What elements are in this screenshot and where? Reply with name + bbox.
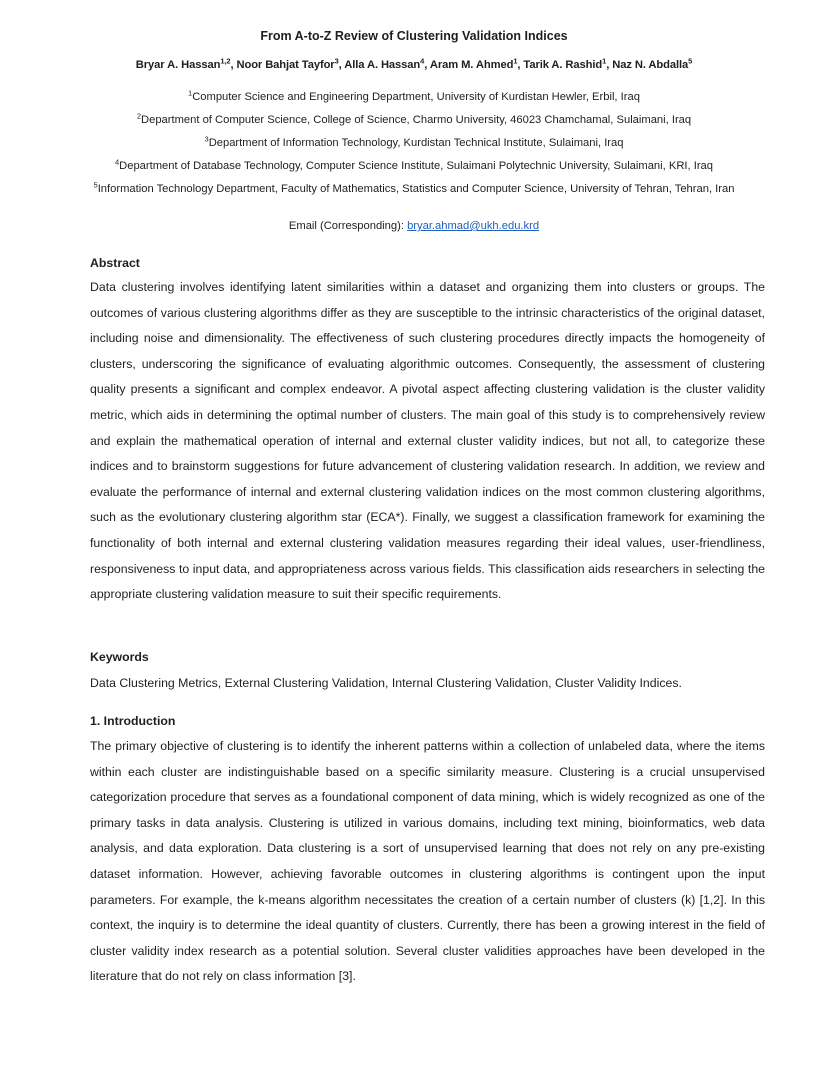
affiliation-mark: 5 bbox=[93, 180, 98, 190]
email-label: Email (Corresponding): bbox=[288, 220, 408, 232]
affiliation-text: Computer Science and Engineering Department, University of Kurdistan Hewler, Erbil, Iraq bbox=[192, 91, 640, 103]
abstract-heading: Abstract bbox=[90, 256, 140, 270]
affiliation bbox=[0, 158, 828, 181]
affiliation bbox=[0, 181, 828, 204]
abstract-text: Data clustering involves identifying latent similarities within a dataset and organizing them into clusters or groups. The outcomes of various clustering algorithms differ as they are susceptible to the intrinsic characteristics of the original dataset, including noise and dimensionality. The effectiveness of such clustering procedures directly impacts the homogeneity of clusters, underscoring the significance of evaluating algorithmic outcomes. Consequently, the assessment of clustering quality presents a significant and complex endeavor. A pivotal aspect affecting clustering validation is the cluster validity metric, which aids in determining the optimal number of clusters. The main goal of this study is to comprehensively review and explain the mathematical operation of internal and external cluster validity indices, but not all, to categorize these indices and to brainstorm suggestions for future advancement of clustering validation research. In addition, we review and evaluate the performance of internal and external clustering validation indices on the most common clustering algorithms, such as the evolutionary clustering algorithm star (ECA*). Finally, we suggest a classification framework for examining the functionality of both internal and external clustering validation measures regarding their ideal values, user-friendliness, responsiveness to input data, and appropriateness across various fields. This classification aids researchers in selecting the appropriate clustering validation measure to suit their specific requirements. bbox=[90, 280, 765, 602]
author-affiliation-mark: 4 bbox=[420, 56, 425, 66]
author-name: Bryar A. Hassan bbox=[135, 59, 221, 71]
author-affiliation-mark: 3 bbox=[334, 56, 339, 66]
email-link[interactable]: bryar.ahmad@ukh.edu.krd bbox=[407, 220, 540, 232]
author-name: Aram M. Ahmed bbox=[429, 59, 514, 71]
affiliation-mark: 3 bbox=[204, 134, 209, 144]
author-name: Alla A. Hassan bbox=[344, 59, 421, 71]
affiliation bbox=[0, 89, 828, 112]
author bbox=[236, 56, 339, 71]
author-affiliation-mark: 5 bbox=[688, 56, 693, 66]
author-affiliation-mark: 1 bbox=[513, 56, 518, 66]
keywords-text: Data Clustering Metrics, External Clustering Validation, Internal Clustering Validation, Cluster Validity Indices. bbox=[90, 676, 682, 690]
affiliation-text: Department of Information Technology, Kurdistan Technical Institute, Sulaimani, Iraq bbox=[208, 137, 624, 149]
affiliation-mark: 4 bbox=[114, 157, 120, 167]
author-name: Tarik A. Rashid bbox=[523, 59, 603, 71]
corresponding-email bbox=[0, 220, 828, 232]
affiliation-mark: 2 bbox=[136, 111, 142, 121]
author-affiliation-mark: 1,2 bbox=[220, 56, 231, 66]
author bbox=[429, 56, 518, 71]
author bbox=[523, 56, 607, 71]
affiliation-list bbox=[0, 89, 828, 204]
paper-title: From A-to-Z Review of Clustering Validation Indices bbox=[260, 29, 568, 43]
introduction-text: The primary objective of clustering is to identify the inherent patterns within a collection of unlabeled data, where the items within each cluster are indistinguishable based on a specific similarity measure. Clustering is a crucial unsupervised categorization procedure that serves as a foundational component of data mining, which is widely recognized as one of the primary tasks in data analysis. Clustering is utilized in various domains, including text mining, bioinformatics, web data analysis, and data exploration. Data clustering is a sort of unsupervised learning that does not rely on any pre-existing dataset information. However, achieving favorable outcomes in clustering algorithms is contingent upon the input parameters. For example, the k-means algorithm necessitates the creation of a certain number of clusters (k) [1,2]. In this context, the inquiry is to determine the ideal quantity of clusters. Currently, there has been a growing interest in the field of cluster validity index research as a potential solution. Several cluster validities approaches have been developed in the literature that do not rely on class information [3]. bbox=[90, 739, 765, 984]
author-affiliation-mark: 1 bbox=[602, 56, 607, 66]
keywords-heading: Keywords bbox=[90, 650, 149, 664]
author-name: Naz N. Abdalla bbox=[612, 59, 689, 71]
author bbox=[135, 56, 231, 71]
affiliation-text: Department of Database Technology, Computer Science Institute, Sulaimani Polytechnic University, Sulaimani, KRI, Iraq bbox=[119, 160, 713, 172]
introduction-heading: 1. Introduction bbox=[90, 714, 176, 728]
author-list: Bryar A. Hassan$^{1,2}$, Noor Bahjat Tayfor$^3$, Alla A. Hassan$^4$, Aram M. Ahmed$^1$, Tarik A. Rashid$^1$, Naz N. Abdalla$^5$ bbox=[135, 56, 693, 71]
affiliation-text: Information Technology Department, Faculty of Mathematics, Statistics and Computer Science, University of Tehran, Tehran, Iran bbox=[97, 183, 735, 195]
affiliation bbox=[0, 135, 828, 158]
affiliation-text: Department of Computer Science, College of Science, Charmo University, 46023 Chamchamal, Sulaimani, Iraq bbox=[141, 114, 692, 126]
author bbox=[612, 56, 693, 71]
author bbox=[344, 56, 425, 71]
author-name: Noor Bahjat Tayfor bbox=[236, 59, 335, 71]
affiliation bbox=[0, 112, 828, 135]
affiliation-mark: 1 bbox=[188, 88, 193, 98]
